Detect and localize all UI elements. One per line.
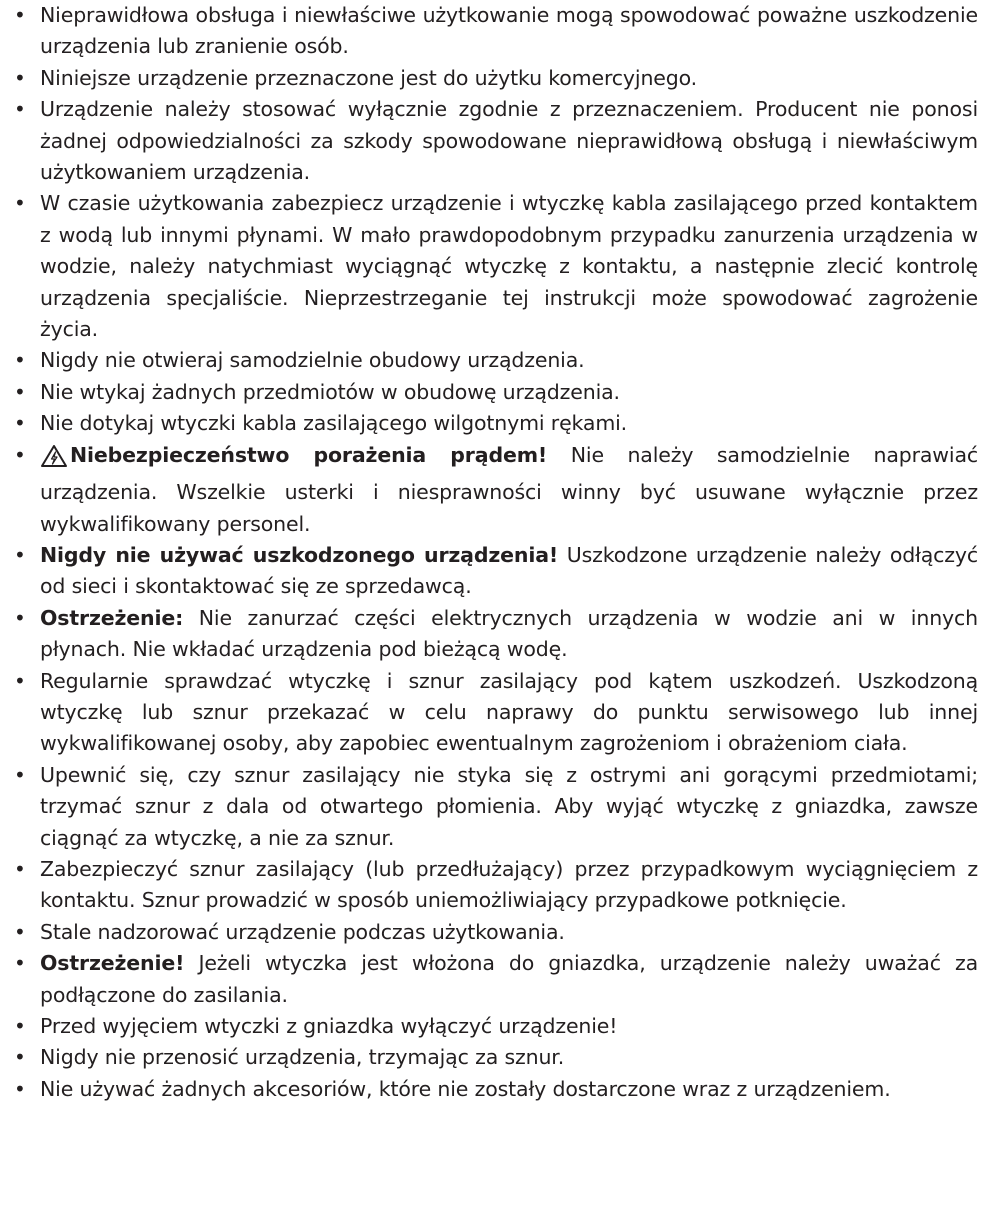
rule-text: Regularnie sprawdzać wtyczkę i sznur zasilający pod kątem uszkodzeń. Uszkodzoną wtyczkę lub sznur przekazać w celu naprawy do punktu serwisowego lub innej wykwalifikowanej osoby, aby zapobiec ewentualnym zagrożeniom i obrażeniom ciała. xyxy=(40,668,978,756)
rule-text: Upewnić się, czy sznur zasilający nie styka się z ostrymi ani gorącymi przedmiotami; trzymać sznur z dala od otwartego płomienia. Aby wyjąć wtyczkę z gniazdka, zawsze ciągnąć za wtyczkę, a nie za sznur. xyxy=(40,762,978,850)
rule-text: Stale nadzorować urządzenie podczas użytkowania. xyxy=(40,919,565,944)
safety-rule-item xyxy=(0,408,978,439)
bullet-icon: • xyxy=(14,442,26,467)
rule-text: Niniejsze urządzenie przeznaczone jest do użytku komercyjnego. xyxy=(40,65,698,90)
safety-rule-item xyxy=(0,1011,978,1042)
rule-emphasis: Ostrzeżenie! xyxy=(40,951,185,976)
safety-rule-item xyxy=(0,345,978,376)
rule-text: Nigdy nie przenosić urządzenia, trzymając za sznur. xyxy=(40,1045,565,1070)
safety-rule-item xyxy=(0,666,978,760)
bullet-icon: • xyxy=(14,191,26,216)
safety-rule-item xyxy=(0,854,978,917)
safety-rule-item xyxy=(0,188,978,345)
bullet-icon: • xyxy=(14,951,26,976)
rule-text: Nie dotykaj wtyczki kabla zasilającego wilgotnymi rękami. xyxy=(40,411,628,436)
rule-text: Urządzenie należy stosować wyłącznie zgodnie z przeznaczeniem. Producent nie ponosi żadnej odpowiedzialności za szkody spowodowane nieprawidłową obsługą i niewłaściwym użytkowaniem urządzenia. xyxy=(40,97,978,185)
safety-rule-item xyxy=(0,63,978,94)
rule-text: Nie zanurzać części elektrycznych urządzenia w wodzie ani w innych płynach. Nie wkładać urządzenia pod bieżącą wodę. xyxy=(40,605,978,662)
safety-rule-item xyxy=(0,94,978,188)
safety-rule-item xyxy=(0,760,978,854)
safety-rule-item xyxy=(0,377,978,408)
rule-text: Jeżeli wtyczka jest włożona do gniazdka, urządzenie należy uważać za podłączone do zasilania. xyxy=(40,951,978,1007)
bullet-icon: • xyxy=(14,1045,26,1070)
bullet-icon: • xyxy=(14,348,26,373)
safety-rule-item xyxy=(0,1074,978,1105)
safety-rule-item xyxy=(0,948,978,1011)
safety-rule-item xyxy=(0,1042,978,1073)
safety-rule-item xyxy=(0,0,978,63)
rule-text: Przed wyjęciem wtyczki z gniazdka wyłączyć urządzenie! xyxy=(40,1014,618,1038)
rule-text: Nie wtykaj żadnych przedmiotów w obudowę urządzenia. xyxy=(40,379,620,404)
bullet-icon: • xyxy=(14,411,26,436)
safety-rule-item xyxy=(0,540,978,603)
bullet-icon: • xyxy=(14,97,26,122)
bullet-icon: • xyxy=(14,1014,26,1038)
bullet-icon: • xyxy=(14,668,26,693)
bullet-icon: • xyxy=(14,605,26,630)
bullet-icon: • xyxy=(14,65,26,90)
bullet-icon: • xyxy=(14,762,26,787)
rule-text: W czasie użytkowania zabezpiecz urządzenie i wtyczkę kabla zasilającego przed kontaktem z wodą lub innymi płynami. W mało prawdopodobnym przypadku zanurzenia urządzenia w wodzie, należy natychmiast wyciągnąć wtyczkę z kontaktu, a następnie zlecić kontrolę urządzenia specjaliście. Nieprzestrzeganie tej instrukcji może spowodować zagrożenie życia. xyxy=(40,191,978,342)
bullet-icon: • xyxy=(14,919,26,944)
bullet-icon: • xyxy=(14,856,26,881)
rule-text: Zabezpieczyć sznur zasilający (lub przedłużający) przez przypadkowym wyciągnięciem z kontaktu. Sznur prowadzić w sposób uniemożliwiający przypadkowe potknięcie. xyxy=(40,856,978,913)
rule-text: Nie należy samodzielnie naprawiać urządzenia. Wszelkie usterki i niesprawności winny być usuwane wyłącznie przez wykwalifikowany personel. xyxy=(40,442,978,536)
safety-rule-item xyxy=(0,917,978,948)
safety-rule-item xyxy=(0,603,978,666)
rule-text: Uszkodzone urządzenie należy odłączyć od sieci i skontaktować się ze sprzedawcą. xyxy=(40,542,978,599)
bullet-icon: • xyxy=(14,379,26,404)
rule-text: Nieprawidłowa obsługa i niewłaściwe użytkowanie mogą spowodować poważne uszkodzenie urządzenia lub zranienie osób. xyxy=(40,3,978,59)
rule-text: Nie używać żadnych akcesoriów, które nie zostały dostarczone wraz z urządzeniem. xyxy=(40,1076,891,1101)
bullet-icon: • xyxy=(14,3,26,27)
rule-emphasis: Ostrzeżenie: xyxy=(40,605,184,630)
rule-emphasis: Niebezpieczeństwo porażenia prądem! xyxy=(70,442,548,467)
electric-hazard-warning-icon xyxy=(40,444,68,477)
bullet-icon: • xyxy=(14,542,26,567)
rule-emphasis: Nigdy nie używać uszkodzonego urządzenia! xyxy=(40,542,559,567)
bullet-icon: • xyxy=(14,1076,26,1101)
rule-text: Nigdy nie otwieraj samodzielnie obudowy urządzenia. xyxy=(40,348,585,373)
safety-rule-item xyxy=(0,440,978,540)
